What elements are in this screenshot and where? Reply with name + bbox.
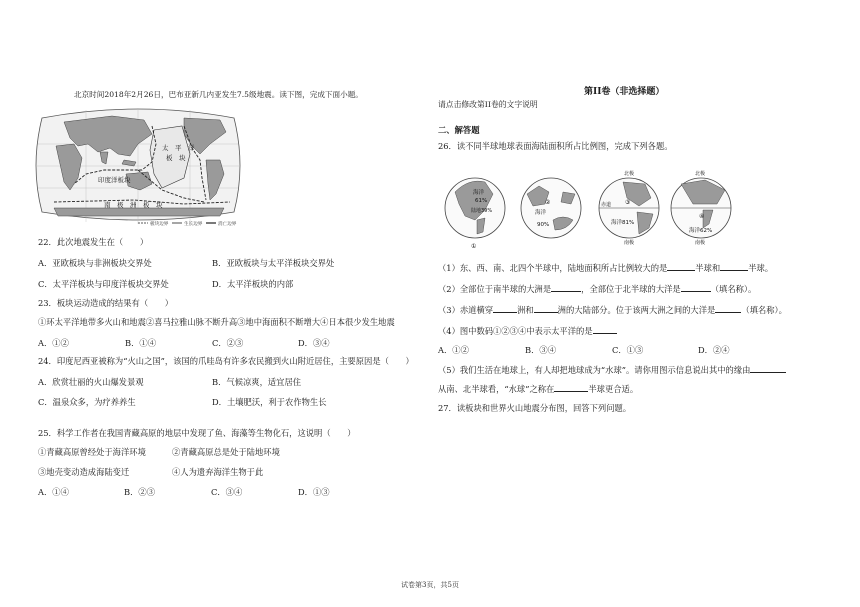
volume-title: 第II卷（非选择题） [584, 87, 665, 97]
q25-stem: 25．科学工作者在我国青藏高原的地层中发现了鱼、海藻等生物化石，这说明（ ） [38, 428, 356, 438]
map-label-pacific: 太 平 洋 [162, 144, 195, 152]
q26-option-d[interactable]: D．②④ [698, 345, 730, 355]
globe1-ocean-pct: 61% [475, 198, 488, 204]
q25-item-4: ④人为遗弃海洋生物于此 [172, 467, 264, 477]
legend-boundary: 板块边界 [150, 222, 169, 227]
q26-p5-c: 半球更合适。 [588, 384, 639, 394]
q24-option-a[interactable]: A．欣赏壮丽的火山爆发景观 [38, 377, 144, 387]
q26-part4 [438, 325, 617, 337]
globe2-ocean-pct: 90% [537, 222, 550, 228]
q22-option-b[interactable]: B．亚欧板块与太平洋板块交界处 [212, 258, 335, 268]
globe4-ocean: 海洋62% [689, 228, 713, 234]
q25-option-a[interactable]: A．①④ [38, 487, 69, 497]
q26-p1-blank2[interactable] [720, 263, 748, 271]
globe3-south: 南极 [624, 240, 635, 246]
q22-option-c[interactable]: C．太平洋板块与印度洋板块交界处 [38, 279, 169, 289]
q22-option-d[interactable]: D．太平洋板块的内部 [212, 279, 294, 289]
q26-p3-blank1[interactable] [493, 305, 517, 313]
q26-part2 [438, 283, 756, 295]
q25-option-c[interactable]: C．③④ [211, 487, 243, 497]
hemispheres-svg [441, 164, 747, 250]
intro-text: 北京时间2018年2月26日，巴布亚新几内亚发生7.5级地震。读下图，完成下面小题。 [74, 90, 363, 99]
q24-option-d[interactable]: D．土壤肥沃，利于农作物生长 [212, 397, 327, 407]
q25-option-b[interactable]: B．②③ [124, 487, 155, 497]
q25-item-3: ③地壳变动造成海陆变迁 [38, 467, 130, 477]
q24-option-b[interactable]: B．气候凉爽，适宜居住 [212, 377, 302, 387]
q26-p2-c: （填名称）。 [710, 284, 757, 294]
q26-p3-b: 洲和 [517, 305, 534, 315]
globe4-south: 南极 [695, 240, 706, 246]
globe3-equator: 赤道 [601, 202, 612, 208]
q26-p3-blank3[interactable] [715, 305, 741, 313]
section-heading: 二、解答题 [438, 125, 480, 135]
globe1-land-pct: 陆地39% [471, 208, 493, 214]
q26-p3-c: 洲的大陆部分。位于该两大洲之间的大洋是 [557, 305, 716, 315]
q26-option-a[interactable]: A．①② [438, 345, 469, 355]
q24-stem: 24．印度尼西亚被称为“火山之国”，该国的爪哇岛有许多农民搬到火山附近居住，主要原因是（ ） [38, 356, 414, 366]
q22-option-a[interactable]: A．亚欧板块与非洲板块交界处 [38, 258, 152, 268]
q26-p5-blank1[interactable] [750, 365, 786, 373]
q26-p5-b: 从南、北半球看，“水球”之称在 [438, 384, 555, 394]
q26-stem: 26．读不同半球地球表面海陆面积所占比例图，完成下列各题。 [438, 141, 673, 151]
q26-p3-blank2[interactable] [534, 305, 558, 313]
map-label-indian: 印度洋板块 [98, 176, 131, 184]
q26-option-b[interactable]: B．③④ [525, 345, 556, 355]
globe1-number: ① [471, 243, 477, 250]
globe2-ocean-label: 海洋 [535, 210, 547, 216]
q22-stem: 22．此次地震发生在（ ） [38, 237, 149, 247]
q26-p3-d: （填名称）。 [741, 305, 787, 315]
plate-map-figure [34, 104, 242, 228]
q26-option-c[interactable]: C．①③ [612, 345, 644, 355]
q25-item-1: ①青藏高原曾经处于海洋环境 [38, 447, 146, 457]
hemispheres-figure [441, 164, 747, 250]
q26-p2-blank2[interactable] [681, 284, 711, 292]
volume-note[interactable]: 请点击修改第II卷的文字说明 [438, 100, 538, 109]
q23-option-b[interactable]: B．①④ [125, 338, 156, 348]
globe2-number: ② [545, 199, 551, 206]
q23-items: ①环太平洋地带多火山和地震②喜马拉雅山脉不断升高③地中海面积不断增大④日本很少发生地震 [38, 317, 395, 327]
page-footer: 试卷第3页，共5页 [401, 581, 459, 589]
q26-p5-a: （5）我们生活在地球上，有人却把地球成为“水球”。请你用图示信息说出其中的缘由 [438, 365, 751, 375]
globe3-ocean: 海洋81% [611, 220, 635, 226]
q26-part5 [438, 364, 786, 376]
q26-p5-blank2[interactable] [554, 384, 588, 392]
q26-p2-a: （2）全部位于南半球的大洲是 [438, 284, 552, 294]
q23-option-d[interactable]: D．③④ [298, 338, 330, 348]
q26-p4: （4）图中数码①②③④中表示太平洋的是 [438, 326, 593, 336]
q26-part3 [438, 304, 787, 316]
map-label-antarctic: 南 极 洲 板 块 [104, 201, 163, 209]
legend-subduction: 消亡边界 [218, 222, 237, 227]
q25-item-2: ②青藏高原总是处于陆地环境 [172, 447, 280, 457]
q26-p3-a: （3）赤道横穿 [438, 305, 494, 315]
globe4-north: 北极 [695, 171, 706, 177]
q26-part1 [438, 262, 773, 274]
q26-p1-a: （1）东、西、南、北四个半球中，陆地面积所占比例较大的是 [438, 263, 668, 273]
q24-option-c[interactable]: C．温泉众多，为疗养养生 [38, 397, 136, 407]
plate-map-svg [34, 104, 242, 228]
q23-option-a[interactable]: A．①② [38, 338, 69, 348]
q26-p1-blank1[interactable] [667, 263, 695, 271]
q26-p1-c: 半球。 [748, 263, 774, 273]
globe4-number: ④ [699, 213, 705, 220]
q26-p2-b: ，全部位于北半球的大洋是 [581, 284, 681, 294]
q26-p4-blank[interactable] [593, 326, 617, 334]
globe1-ocean-label: 海洋 [473, 190, 485, 196]
map-label-pacific-2: 板 块 [166, 154, 186, 162]
globe3-north: 北极 [624, 171, 635, 177]
q26-p2-blank1[interactable] [551, 284, 581, 292]
globe3-number: ③ [625, 199, 631, 206]
q27-stem: 27．读板块和世界火山地震分布图，回答下列问题。 [438, 403, 632, 413]
legend-growth: 生长边界 [184, 222, 203, 227]
q23-option-c[interactable]: C．②③ [212, 338, 244, 348]
q23-stem: 23．板块运动造成的结果有（ ） [38, 298, 174, 308]
q26-p1-b: 半球和 [695, 263, 721, 273]
q26-part5-b [438, 383, 638, 395]
q25-option-d[interactable]: D．①③ [298, 487, 330, 497]
